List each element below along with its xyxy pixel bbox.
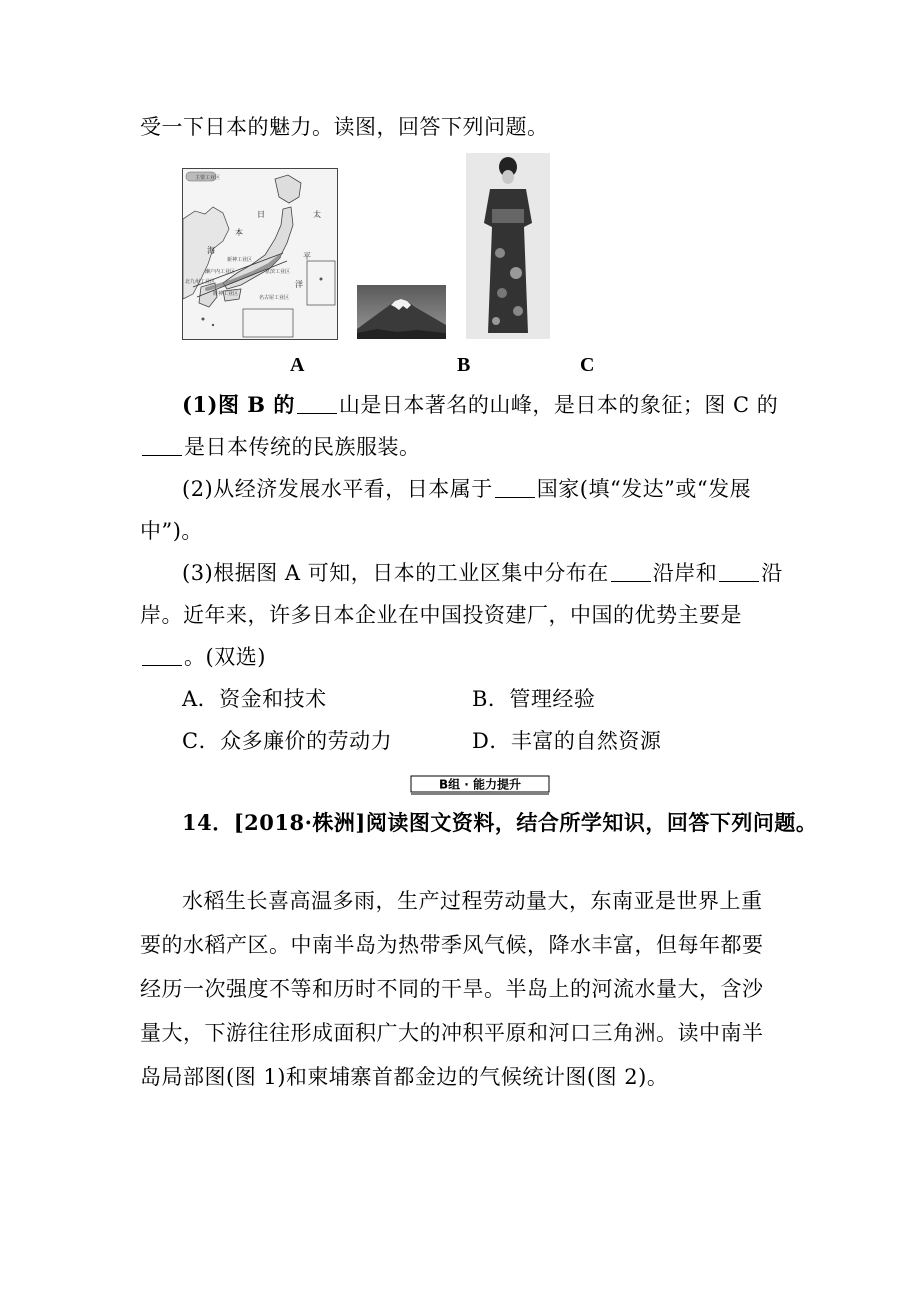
q3-blank-2 [719,561,759,582]
inset-frame-2 [243,309,293,337]
label-yang: 洋 [295,280,303,289]
figure-label-b: B [457,354,471,376]
option-d: D．丰富的自然资源 [472,729,662,753]
section-banner [410,773,550,795]
kimono-photo [466,153,550,339]
fuji-svg [357,285,446,339]
label-ping: 平 [303,252,311,261]
label-setonei: 濑户内工业区 [205,269,236,275]
q3-suffix: 沿 [761,561,783,585]
q3-suffix-3: 。(双选) [184,645,266,669]
q2-line-2: 中”)。 [140,519,203,543]
option-c: C．众多廉价的劳动力 [182,729,393,753]
figure-label-a: A [290,354,305,376]
island-dot [202,318,205,321]
label-tai-1: 太 [313,210,321,219]
flower-pattern [497,288,507,298]
q14-para-line-1: 水稻生长喜高温多雨，生产过程劳动量大，东南亚是世界上重 [182,889,763,913]
legend-label: 主要工业区 [195,175,221,181]
label-xinjing: 新神工业区 [227,257,253,263]
face [502,170,514,184]
q3-line-1 [182,558,783,588]
flower-pattern [510,267,522,279]
q1-line-1 [182,390,778,420]
option-b: B．管理经验 [472,687,596,711]
banner-text: B组 · 能力提升 [438,777,522,792]
q3-line-3 [140,642,266,672]
intro-text: 受一下日本的魅力。读图，回答下列问题。 [140,115,549,139]
flower-pattern [513,306,523,316]
label-jingbin: 京滨工业区 [265,269,291,275]
q1-blank-1 [297,393,337,414]
q1-line-2 [140,432,421,462]
label-hai: 海 [207,246,215,255]
q14-para-line-3: 经历一次强度不等和历时不同的干旱。半岛上的河流水量大，含沙 [140,977,764,1001]
label-jinshan: 阪神工业区 [213,291,239,297]
label-ben: 本 [235,228,243,237]
q2-blank [495,477,535,498]
q2-line-1 [182,474,751,504]
obi-belt [492,209,524,223]
inset-frame [307,261,335,305]
q2-suffix: 国家(填“发达”或“发展 [536,477,752,501]
hokkaido-shape [275,175,301,203]
banner-svg [410,773,550,795]
q14-para-line-5: 岛局部图(图 1)和柬埔寨首都金边的气候统计图(图 2)。 [140,1065,669,1089]
kimono-svg [466,153,550,339]
q14-header: 14．[2018·株洲]阅读图文资料，结合所学知识，回答下列问题。 [182,810,818,835]
mount-fuji-photo [357,285,446,339]
island-dot [320,278,323,281]
q3-mid: 沿岸和 [652,561,718,585]
flower-pattern [492,317,500,325]
japan-industry-map [182,168,338,340]
q3-prefix: (3)根据图 A 可知，日本的工业区集中分布在 [182,561,609,585]
q3-blank-1 [611,561,651,582]
q3-line-2: 岸。近年来，许多日本企业在中国投资建厂，中国的优势主要是 [140,603,742,627]
island-dot [212,324,214,326]
q1-suffix-2: 是日本传统的民族服装。 [184,435,421,459]
label-beijiuzhou: 北九州工业区 [185,279,216,285]
q1-blank-2 [142,435,182,456]
q3-blank-3 [142,645,182,666]
q2-prefix: (2)从经济发展水平看，日本属于 [182,477,493,501]
figure-label-c: C [580,354,595,376]
option-a: A．资金和技术 [182,687,327,711]
label-mingguwu: 名古屋工业区 [259,295,290,301]
q14-para-line-4: 量大，下游往往形成面积广大的冲积平原和河口三角洲。读中南半 [140,1021,764,1045]
label-ri: 日 [257,210,265,219]
q1-suffix: 山是日本著名的山峰，是日本的象征；图 C 的 [338,393,779,417]
q14-para-line-2: 要的水稻产区。中南半岛为热带季风气候，降水丰富，但每年都要 [140,933,764,957]
japan-map-svg [183,169,337,339]
q1-prefix: (1)图 B 的 [182,392,295,417]
honshu-shape [223,207,293,289]
flower-pattern [495,248,505,258]
